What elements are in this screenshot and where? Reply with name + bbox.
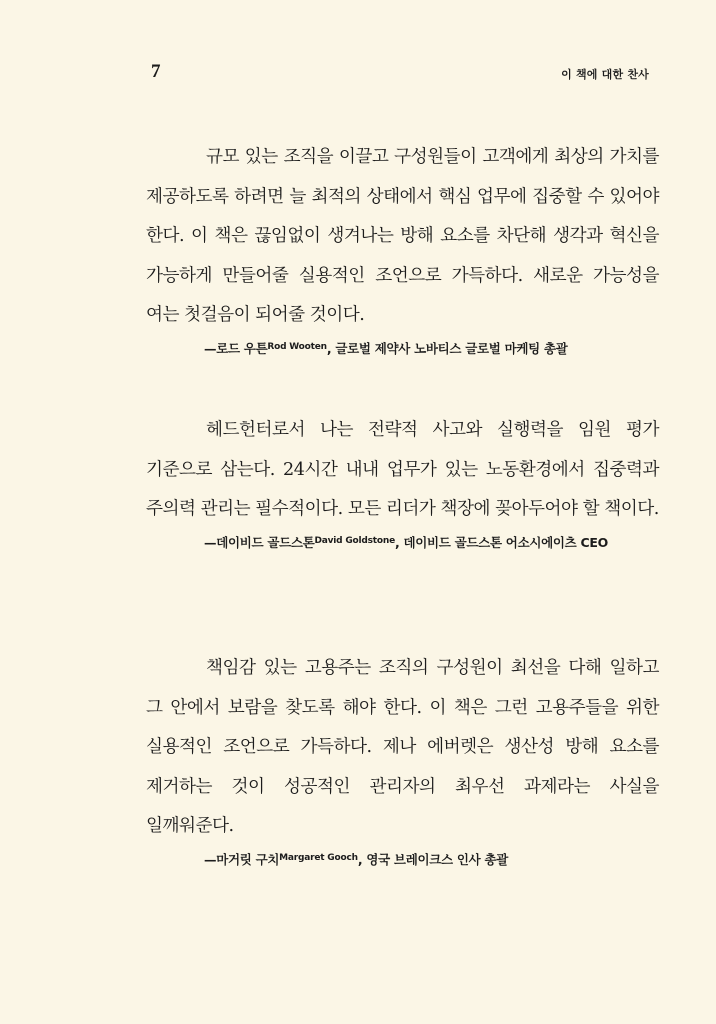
blurb-margaret-gooch	[146, 649, 659, 869]
attribution-title: , 글로벌 제약사 노바티스 글로벌 마케팅 총괄	[326, 340, 568, 356]
attribution-title: , 영국 브레이크스 인사 총괄	[357, 851, 508, 867]
attribution-name-en: David Goldstone	[314, 535, 395, 546]
attribution-title: , 데이비드 골드스톤 어소시에이츠 CEO	[394, 534, 608, 550]
attribution-name: —데이비드 골드스톤	[204, 534, 315, 550]
blurb-quote: 책임감 있는 고용주는 조직의 구성원이 최선을 다해 일하고 그 안에서 보람을 찾도록 해야 한다. 이 책은 그런 고용주들을 위한 실용적인 조언으로 가득하다. 제나 에버렛은 생산성 방해 요소를 제거하는 것이 성공적인 관리자의 최우선 과제라는 사실을 일깨워준다.	[146, 658, 659, 836]
blurb-quote: 규모 있는 조직을 이끌고 구성원들이 고객에게 최상의 가치를 제공하도록 하려면 늘 최적의 상태에서 핵심 업무에 집중할 수 있어야 한다. 이 책은 끊임없이 생겨나는 방해 요소를 차단해 생각과 혁신을 가능하게 만들어줄 실용적인 조언으로 가득하다. 새로운 가능성을 여는 첫걸음이 되어줄 것이다.	[146, 147, 659, 325]
blurb-attribution	[146, 532, 659, 552]
attribution-name: —로드 우튼	[204, 340, 268, 356]
blurb-attribution	[146, 849, 659, 869]
running-head: 이 책에 대한 찬사	[561, 68, 649, 81]
blurb-david-goldstone	[146, 411, 659, 552]
blurb-attribution	[146, 338, 659, 358]
page-number: 7	[151, 61, 161, 82]
attribution-name-en: Rod Wooten	[267, 341, 327, 352]
blurb-quote: 헤드헌터로서 나는 전략적 사고와 실행력을 임원 평가 기준으로 삼는다. 24시간 내내 업무가 있는 노동환경에서 집중력과 주의력 관리는 필수적이다. 모든 리더가 책장에 꽂아두어야 할 책이다.	[146, 420, 659, 519]
blurb-rod-wooten	[146, 138, 659, 358]
attribution-name: —마거릿 구치	[204, 851, 280, 867]
attribution-name-en: Margaret Gooch	[279, 852, 358, 863]
